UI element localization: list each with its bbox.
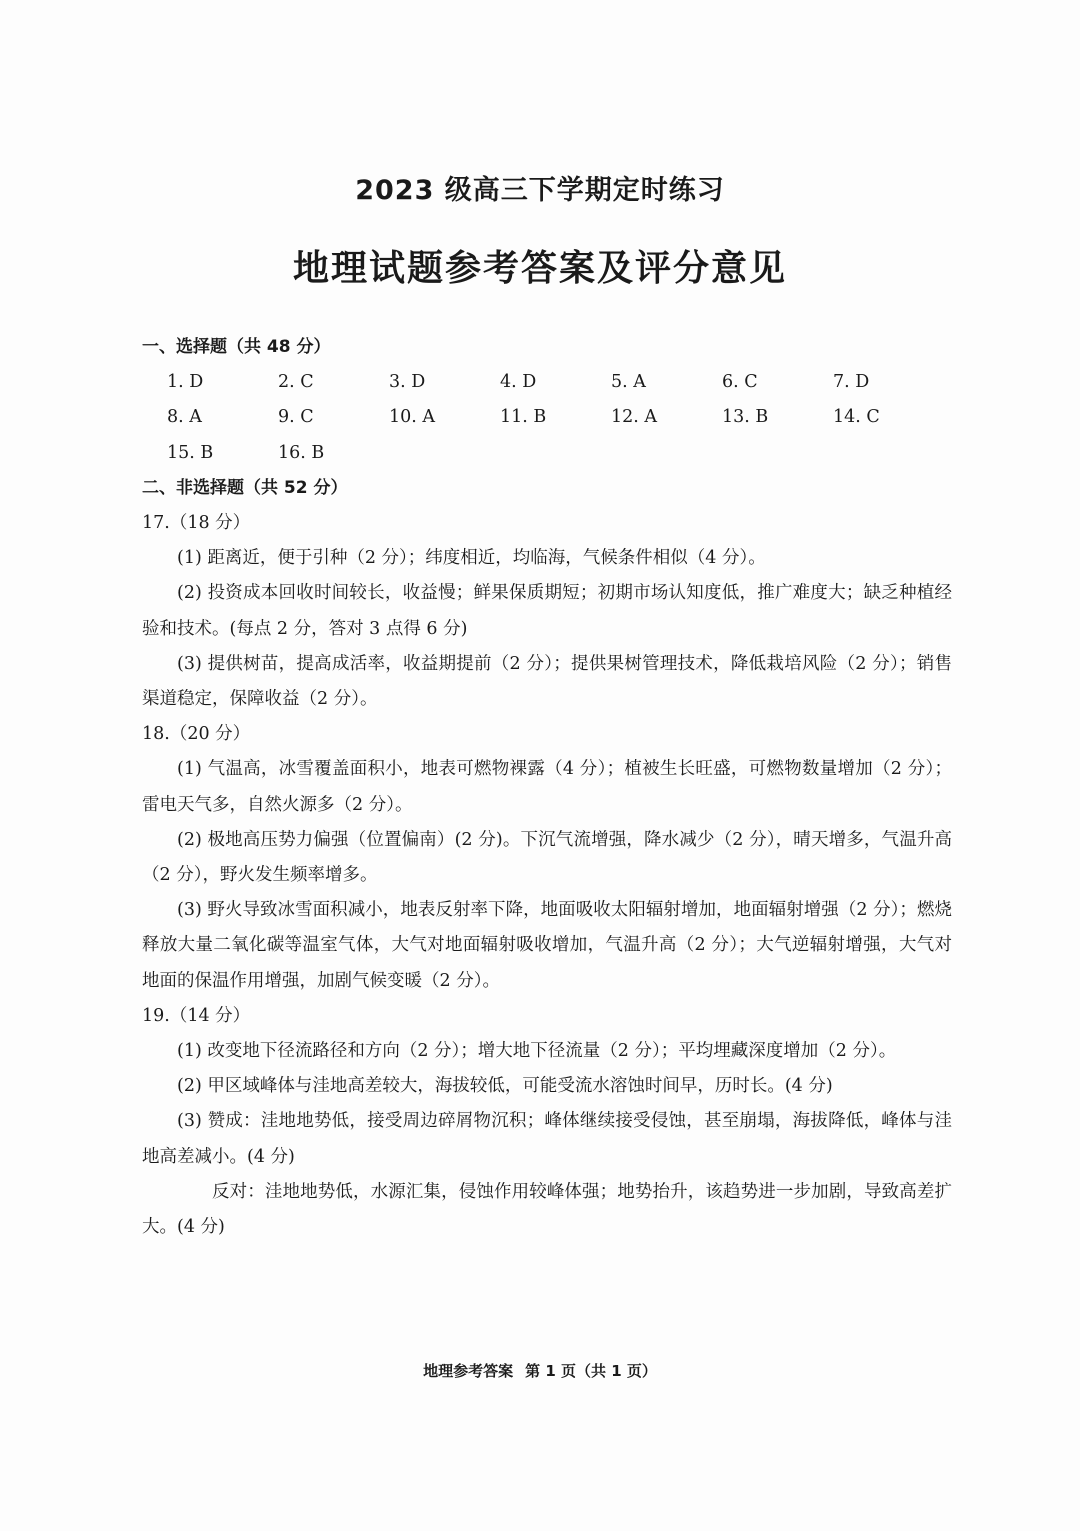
section-heading-nonchoice: 二、非选择题（共 52 分） <box>142 477 348 498</box>
choice-answer: 6. C <box>722 372 758 393</box>
choice-answer: 5. A <box>611 372 646 393</box>
choice-answer: 8. A <box>167 407 202 428</box>
footer-page-number: 第 1 页（共 1 页） <box>525 1362 657 1380</box>
choice-answer: 11. B <box>500 407 547 428</box>
choice-answer: 9. C <box>278 407 314 428</box>
choice-answer: 3. D <box>389 372 426 393</box>
question-19-answer-1: (1) 改变地下径流路径和方向（2 分）；增大地下径流量（2 分）；平均埋藏深度增加（2 分）。 <box>177 1041 897 1062</box>
choice-answer: 16. B <box>278 442 325 463</box>
document-title: 地理试题参考答案及评分意见 <box>292 248 787 289</box>
section-heading-choice: 一、选择题（共 48 分） <box>142 337 331 357</box>
footer-document-name: 地理参考答案 <box>423 1362 514 1380</box>
question-18-heading: 18.（20 分） <box>142 724 251 745</box>
choice-answer: 10. A <box>389 407 436 428</box>
question-19-heading: 19.（14 分） <box>142 1005 251 1026</box>
question-19-answer-2: (2) 甲区域峰体与洼地高差较大，海拔较低，可能受流水溶蚀时间早，历时长。(4 分) <box>177 1076 833 1097</box>
page-footer <box>0 1360 1080 1381</box>
choice-answer: 2. C <box>278 372 314 393</box>
question-18-answer-3: (3) 野火导致冰雪面积减小，地表反射率下降，地面吸收太阳辐射增加，地面辐射增强（2 分）；燃烧释放大量二氧化碳等温室气体，大气对地面辐射吸收增加，气温升高（2 分）；大气逆辐射增强，大气对地面的保温作用增强，加剧气候变暖（2 分）。 <box>142 900 952 991</box>
question-18-answer-1: (1) 气温高，冰雪覆盖面积小，地表可燃物裸露（4 分）；植被生长旺盛，可燃物数量增加（2 分）；雷电天气多，自然火源多（2 分）。 <box>142 759 952 815</box>
choice-answer: 4. D <box>500 372 537 393</box>
question-18-answer-2: (2) 极地高压势力偏强（位置偏南）(2 分)。下沉气流增强，降水减少（2 分），晴天增多，气温升高（2 分），野火发生频率增多。 <box>142 829 952 886</box>
choice-answer: 15. B <box>167 442 214 463</box>
question-17-heading: 17.（18 分） <box>142 513 251 534</box>
choice-answer: 1. D <box>167 372 204 393</box>
question-19-answer-3: (3) 赞成：洼地地势低，接受周边碎屑物沉积；峰体继续接受侵蚀，甚至崩塌，海拔降低，峰体与洼地高差减小。(4 分) <box>142 1111 952 1167</box>
answer-content <box>142 330 952 1245</box>
choice-answer: 14. C <box>833 407 880 428</box>
choice-answer: 7. D <box>833 372 870 393</box>
exam-title: 2023 级高三下学期定时练习 <box>355 175 725 206</box>
question-17-answer-1: (1) 距离近，便于引种（2 分）；纬度相近，均临海，气候条件相似（4 分）。 <box>177 548 766 569</box>
question-17-answer-3: (3) 提供树苗，提高成活率，收益期提前（2 分）；提供果树管理技术，降低栽培风险（2 分）；销售渠道稳定，保障收益（2 分）。 <box>142 653 952 710</box>
choice-answer: 13. B <box>722 407 769 428</box>
choice-answers-grid <box>142 365 952 471</box>
question-17-answer-2: (2) 投资成本回收时间较长，收益慢；鲜果保质期短；初期市场认知度低，推广难度大；缺乏种植经验和技术。(每点 2 分，答对 3 点得 6 分) <box>142 583 952 639</box>
choice-answer: 12. A <box>611 407 658 428</box>
question-19-answer-3-opposing: 反对：洼地地势低，水源汇集，侵蚀作用较峰体强；地势抬升，该趋势进一步加剧，导致高差扩大。(4 分) <box>142 1181 952 1238</box>
